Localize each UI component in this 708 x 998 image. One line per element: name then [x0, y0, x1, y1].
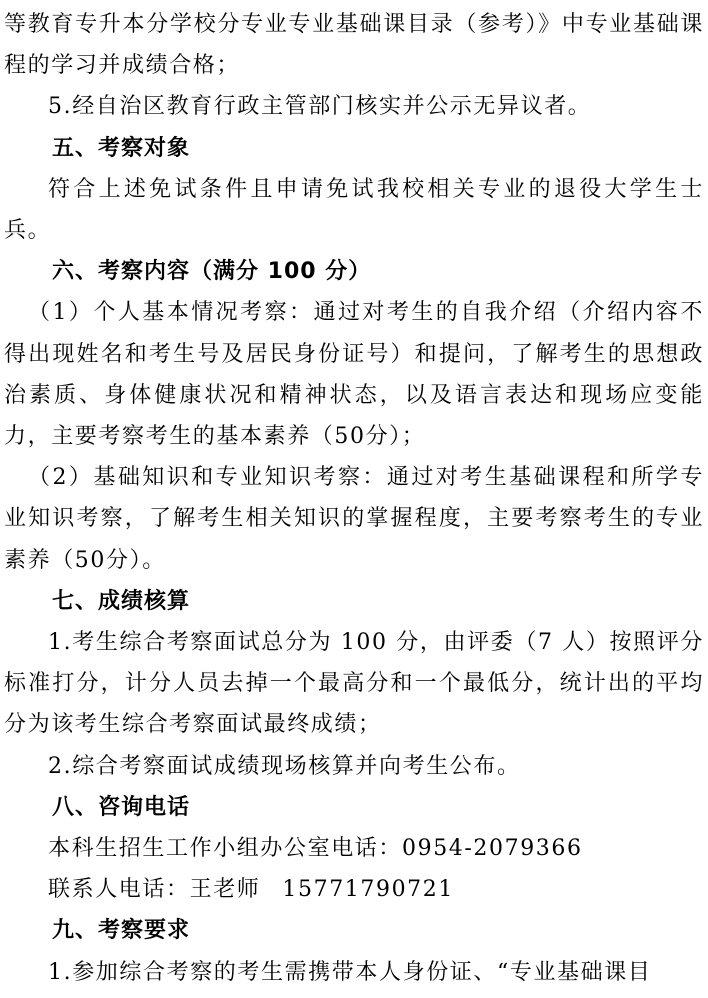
heading-section-6: 六、考察内容（满分 100 分）: [52, 259, 372, 285]
paragraph-course-requirement: 等教育专升本分学校分专业专业基础课目录（参考）》中专业基础课程的学习并成绩合格；: [4, 12, 704, 79]
paragraph-target-applicants: 符合上述免试条件且申请免试我校相关专业的退役大学生士兵。: [4, 176, 704, 244]
heading-section-7: 七、成绩核算: [52, 588, 191, 614]
contact-label: 联系人电话：王老师: [48, 877, 261, 903]
heading-section-8: 八、咨询电话: [52, 794, 191, 820]
paragraph-score-announcement: 2.综合考察面试成绩现场核算并向考生公布。: [48, 753, 521, 779]
heading-section-5: 五、考察对象: [52, 135, 191, 161]
paragraph-condition-5: 5.经自治区教育行政主管部门核实并公示无异议者。: [48, 94, 592, 120]
paragraph-requirement-1: 1.参加综合考察的考生需携带本人身份证、“专业基础课目: [48, 959, 652, 985]
paragraph-office-phone: 本科生招生工作小组办公室电话：0954-2079366: [48, 836, 583, 862]
contact-phone-number: 15771790721: [282, 877, 454, 903]
paragraph-assessment-knowledge: （2）基础知识和专业知识考察：通过对考生基础课程和所学专业知识考察，了解考生相关知识的掌握程度，主要考察考生的专业素养（50分）。: [4, 465, 704, 573]
paragraph-assessment-personal: （1）个人基本情况考察：通过对考生的自我介绍（介绍内容不得出现姓名和考生号及居民身份证号）和提问，了解考生的思想政治素质、身体健康状况和精神状态，以及语言表达和现场应变能力，主要考察考生的基本素养（50分）；: [4, 300, 704, 450]
heading-section-9: 九、考察要求: [52, 918, 191, 944]
paragraph-score-calculation: 1.考生综合考察面试总分为 100 分，由评委（7 人）按照评分标准打分，计分人员去掉一个最高分和一个最低分，统计出的平均分为该考生综合考察面试最终成绩；: [4, 630, 704, 738]
paragraph-contact-phone: [4, 869, 704, 910]
